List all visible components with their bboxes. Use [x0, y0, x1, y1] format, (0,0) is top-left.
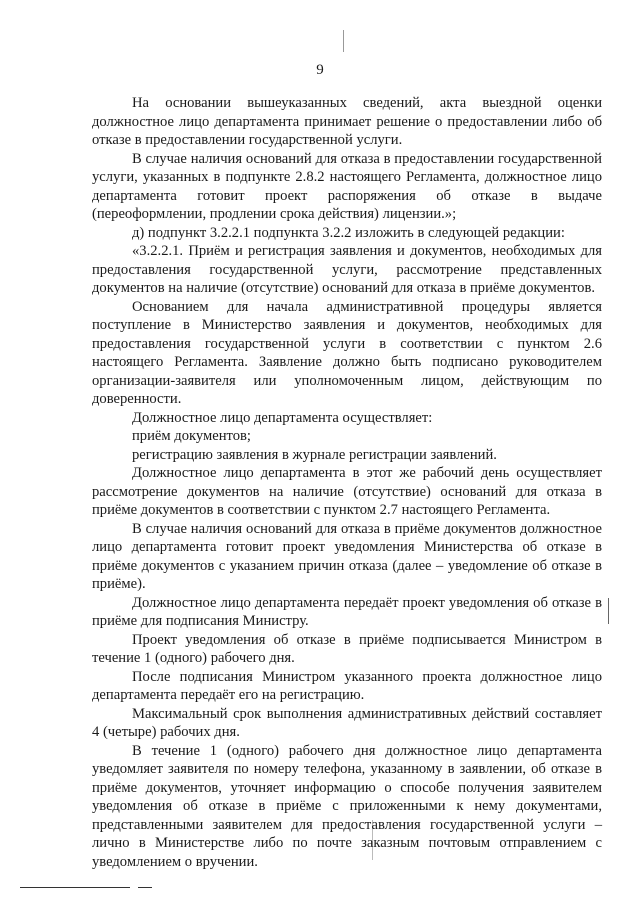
paragraph: Должностное лицо департамента передаёт проект уведомления об отказе в приёме для подписания Министру.: [92, 594, 602, 629]
paragraph: Основанием для начала административной процедуры является поступление в Министерство заявления и документов, необходимых для предоставления государственной услуги в соответствии с пунктом 2.6 настоящего Регламента. Заявление должно быть подписано руководителем организации-заявителя или уполномоченным лицом, действующим по доверенности.: [92, 298, 602, 407]
scan-mark-side: [608, 598, 609, 624]
paragraph: «3.2.2.1. Приём и регистрация заявления и документов, необходимых для предоставления государственной услуги, рассмотрение представленных документов на наличие (отсутствие) оснований для отказа в приёме документов.: [92, 243, 602, 296]
paragraph: На основании вышеуказанных сведений, акта выездной оценки должностное лицо департамента принимает решение о предоставлении либо об отказе в предоставлении государственной услуги.: [92, 95, 602, 148]
footer-rule-short: [138, 887, 152, 888]
paragraph: регистрацию заявления в журнале регистрации заявлений.: [132, 446, 497, 463]
paragraph: приём документов;: [132, 428, 251, 444]
paragraph: После подписания Министром указанного проекта должностное лицо департамента передаёт его на регистрацию.: [92, 668, 602, 703]
paragraph: В случае наличия оснований для отказа в предоставлении государственной услуги, указанных в подпункте 2.8.2 настоящего Регламента, должностное лицо департамента готовит проект распоряжения об отказе в выдаче (переоформлении, продлении срока действия) лицензии.»;: [92, 150, 602, 222]
page-number: 9: [316, 62, 324, 78]
document-body: [92, 94, 602, 871]
paragraph: В течение 1 (одного) рабочего дня должностное лицо департамента уведомляет заявителя по номеру телефона, указанному в заявлении, об отказе в приёме документов, уточняет информацию о способе получения заявителем уведомления об отказе в приёме с приложенными к нему документами, представленными заявителем для предоставления государственной услуги – лично в Министерстве либо по почте заказным почтовым отправлением с уведомлением о вручении.: [92, 742, 602, 870]
paragraph: Должностное лицо департамента в этот же рабочий день осуществляет рассмотрение документов на наличие (отсутствие) оснований для отказа в приёме документов в соответствии с пунктом 2.7 настоящего Регламента.: [92, 465, 602, 518]
scan-mark-top: [343, 30, 344, 52]
paragraph: д) подпункт 3.2.2.1 подпункта 3.2.2 изложить в следующей редакции:: [132, 224, 565, 241]
paragraph: Проект уведомления об отказе в приёме подписывается Министром в течение 1 (одного) рабочего дня.: [92, 631, 602, 666]
paragraph: В случае наличия оснований для отказа в приёме документов должностное лицо департамента готовит проект уведомления Министерства об отказе в приёме документов с указанием причин отказа (далее – уведомление об отказе в приёме).: [92, 520, 602, 592]
paragraph: Должностное лицо департамента осуществляет:: [132, 409, 433, 426]
footer-rule: [20, 887, 130, 888]
paragraph: Максимальный срок выполнения административных действий составляет 4 (четыре) рабочих дня.: [92, 705, 602, 740]
